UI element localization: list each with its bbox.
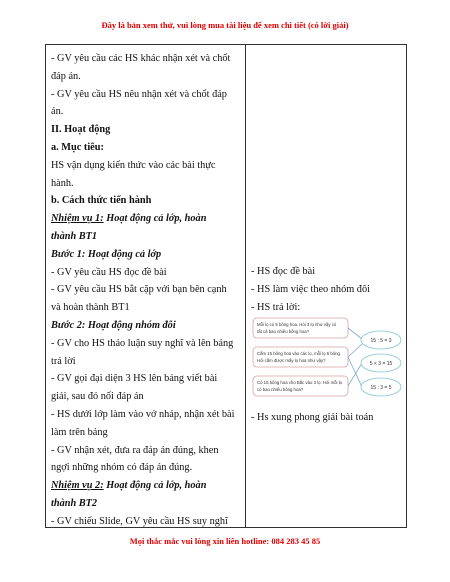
student-line: - HS đọc đề bài — [251, 266, 316, 277]
problem-1-line-1: Mỗi lọ có 5 bông hoa. Hỏi 3 lọ như vậy có — [257, 322, 337, 327]
text-line: - GV gọi đại diện 3 HS lên bảng viết bài — [51, 373, 218, 385]
task-1-title: Hoạt động cả lớp, hoàn — [103, 213, 207, 225]
text-line: - GV yêu cầu HS bắt cặp với bạn bên cạnh — [51, 284, 227, 296]
preview-banner: Đây là bản xem thử, vui lòng mua tài liệu để xem chi tiết (có lời giải) — [101, 20, 349, 30]
task-1-heading-cont: thành BT1 — [51, 230, 98, 242]
problem-2-line-2: Hỏi cắm được mấy lọ hoa như vậy? — [257, 358, 326, 363]
step-2-heading: Bước 2: Hoạt động nhóm đôi — [51, 319, 176, 331]
answer-1: 15 : 5 = 3 — [370, 338, 392, 344]
text-line: - HS dưới lớp làm vào vở nháp, nhận xét bài — [51, 408, 235, 420]
column-divider — [245, 45, 246, 527]
problem-3-line-1: Có 15 bông hoa cho Bắc vào 3 lọ. Hỏi mỗi lọ — [257, 380, 343, 385]
text-line: án. — [51, 106, 64, 118]
answer-2: 5 × 3 = 15 — [369, 361, 393, 367]
problem-box-1 — [253, 318, 348, 338]
subheading-goal: a. Mục tiêu: — [51, 141, 104, 153]
text-line: - GV chiếu Slide, GV yêu cầu HS suy nghĩ — [51, 515, 228, 527]
text-line: - GV yêu cầu các HS khác nhận xét và chốt — [51, 53, 231, 64]
student-line: - HS trả lời: — [251, 302, 301, 313]
problem-box-2 — [253, 347, 348, 367]
text-line: đáp án. — [51, 70, 81, 82]
task-2-heading-cont: thành BT2 — [51, 497, 98, 509]
step-1-heading: Bước 1: Hoạt động cả lớp — [51, 248, 162, 260]
section-heading: II. Hoạt động — [51, 124, 111, 136]
text-line: - GV nhận xét, đưa ra đáp án đúng, khen — [51, 444, 219, 456]
subheading-method: b. Cách thức tiến hành — [51, 195, 152, 207]
text-line: và hoàn thành BT1 — [51, 302, 130, 314]
task-2-title: Hoạt động cả lớp, hoàn — [103, 480, 207, 492]
connector-line — [348, 328, 362, 339]
text-line: hành. — [51, 177, 74, 189]
problem-2-line-1: Cắm 15 bông hoa vào các lọ, mỗi lọ 5 bông. — [257, 351, 342, 356]
student-line: - Hs xung phong giải bài toán — [251, 412, 374, 423]
problem-1-line-2: tất cả bao nhiêu bông hoa? — [257, 329, 310, 334]
text-line: - GV cho HS thảo luận suy nghĩ và lên bảng — [51, 337, 234, 349]
problem-3-line-2: có bao nhiêu bông hoa? — [257, 387, 304, 392]
text-line: HS vận dụng kiến thức vào các bài thực — [51, 159, 216, 171]
text-line: - GV yêu cầu HS nêu nhận xét và chốt đáp — [51, 88, 227, 100]
task-2-label: Nhiệm vụ 2: — [51, 480, 104, 492]
answer-3: 15 : 3 = 5 — [370, 385, 392, 391]
task-1-label: Nhiệm vụ 1: — [51, 213, 104, 225]
hotline-banner: Mọi thắc mắc vui lòng xin liên hotline: 084 283 45 85 — [129, 536, 321, 546]
connector-line — [348, 344, 362, 357]
lesson-table — [45, 44, 407, 528]
text-line: trả lời — [51, 355, 76, 367]
text-line: làm trên bảng — [51, 426, 108, 438]
task-1-heading — [51, 210, 244, 228]
text-line: - GV yêu cầu HS đọc đề bài — [51, 266, 167, 278]
matching-diagram — [251, 315, 403, 405]
text-line: ngợi những nhóm có đáp án đúng. — [51, 462, 193, 474]
text-line: giải, sau đó nối đáp án — [51, 391, 144, 403]
task-2-heading — [51, 477, 244, 495]
student-line: - HS làm việc theo nhóm đôi — [251, 284, 370, 295]
teacher-column — [51, 50, 244, 531]
problem-box-3 — [253, 376, 348, 396]
